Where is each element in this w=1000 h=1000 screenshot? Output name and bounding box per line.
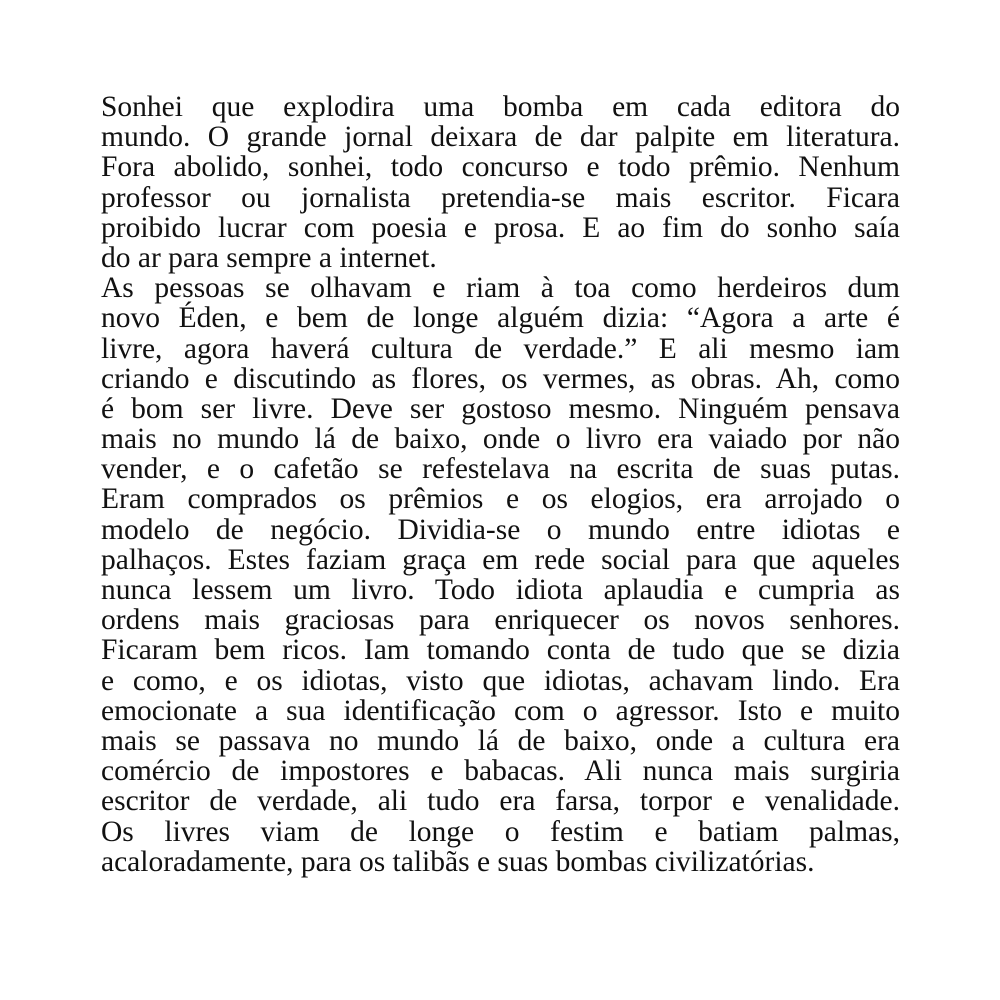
text-line: é bom ser livre. Deve ser gostoso mesmo. Ninguém pensava [101, 392, 900, 425]
text-line: mundo. O grande jornal deixara de dar palpite em literatura. [101, 121, 900, 154]
text-line: Eram comprados os prêmios e os elogios, era arrojado o [101, 483, 900, 516]
text-line: comércio de impostores e babacas. Ali nunca mais surgiria [101, 755, 900, 788]
text-line: Sonhei que explodira uma bomba em cada editora do [101, 91, 900, 123]
text-line: mais no mundo lá de baixo, onde o livro era vaiado por não [101, 423, 900, 456]
text-line: mais se passava no mundo lá de baixo, onde a cultura era [101, 724, 900, 757]
paragraph-1 [101, 92, 900, 273]
text-line: Ficaram bem ricos. Iam tomando conta de tudo que se dizia [101, 634, 900, 667]
text-line: novo Éden, e bem de longe alguém dizia: “Agora a arte é [101, 302, 900, 335]
text-line: livre, agora haverá cultura de verdade.” E ali mesmo iam [101, 332, 900, 365]
text-line: professor ou jornalista pretendia-se mais escritor. Ficara [101, 181, 900, 214]
text-line: Fora abolido, sonhei, todo concurso e todo prêmio. Nenhum [101, 151, 900, 184]
text-line: escritor de verdade, ali tudo era farsa, torpor e venalidade. [101, 785, 900, 818]
text-line: palhaços. Estes faziam graça em rede social para que aqueles [101, 543, 900, 576]
text-line: acaloradamente, para os talibãs e suas bombas civilizatórias. [101, 845, 815, 878]
text-line: emocionate a sua identificação com o agressor. Isto e muito [101, 694, 900, 727]
paragraph-2 [101, 273, 900, 877]
text-line: e como, e os idiotas, visto que idiotas, achavam lindo. Era [101, 664, 900, 697]
text-line: Os livres viam de longe o festim e batiam palmas, [101, 815, 900, 848]
text-line: criando e discutindo as flores, os vermes, as obras. Ah, como [101, 362, 900, 395]
text-line: vender, e o cafetão se refestelava na escrita de suas putas. [101, 453, 900, 486]
text-line: nunca lessem um livro. Todo idiota aplaudia e cumpria as [101, 574, 900, 606]
text-line: As pessoas se olhavam e riam à toa como herdeiros dum [101, 272, 900, 305]
text-line: modelo de negócio. Dividia-se o mundo entre idiotas e [101, 513, 900, 546]
text-line: ordens mais graciosas para enriquecer os novos senhores. [101, 604, 900, 637]
text-line: do ar para sempre a internet. [101, 241, 437, 274]
text-line: proibido lucrar com poesia e prosa. E ao fim do sonho saía [101, 211, 900, 244]
document-body [101, 92, 900, 877]
